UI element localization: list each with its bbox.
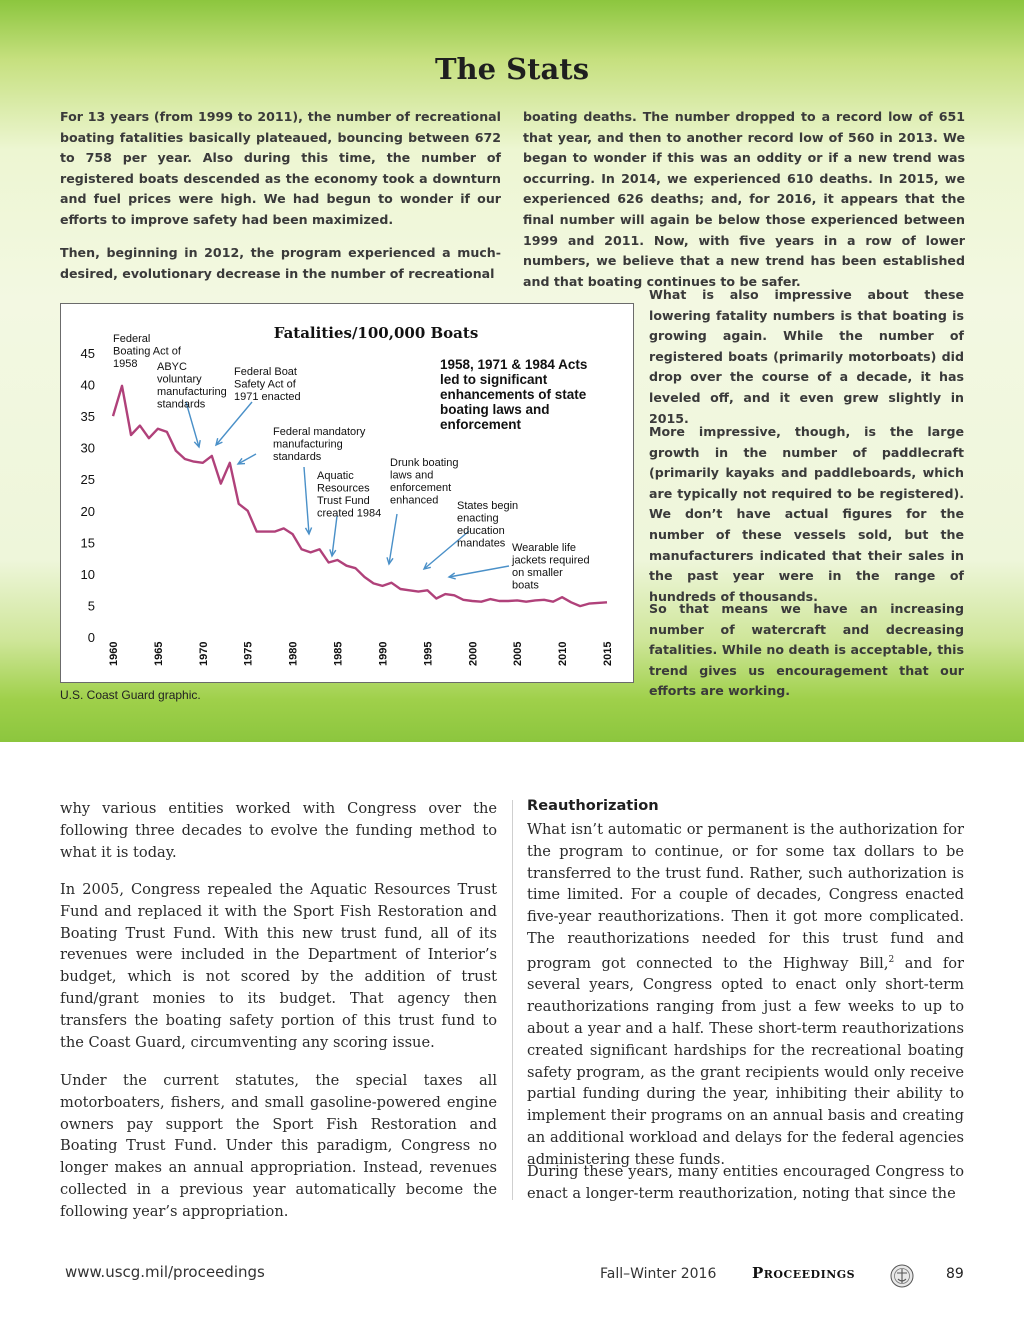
chart-annotation: ABYC voluntary manufacturing standards (157, 361, 227, 411)
y-tick-label: 45 (80, 346, 95, 361)
x-tick-label: 2010 (557, 641, 570, 666)
coast-guard-seal-icon (890, 1264, 914, 1288)
intro-paragraph-5: More impressive, though, is the large growth in the number of paddlecraft (primarily kayaks and paddleboards, which are typically not required to be registered). We don’t have actual figures for the number of these vessels sold, but the manufacturers indicated that their sales in the past year were in the range of hundreds of thousands. (649, 424, 964, 604)
body-paragraph-4-text-b: and for several years, Congress opted to enact only short-term reauthorizations ranging from just a few weeks to up to about a year and a half. These short-term reauthorizations created significant hardships for the recreational boating safety program, as the grant recipients would only receive partial funding during the year, inhibiting their ability to implement their programs on an annual basis and creating an additional workload and delays for the federal agencies administering these funds. (527, 954, 964, 1168)
chart-annotation: Federal Boating Act of 1958 (113, 333, 181, 370)
footer-issue: Fall–Winter 2016 (600, 1266, 717, 1282)
column-divider (512, 800, 513, 1200)
footer-publication: Proceedings (752, 1264, 856, 1282)
annotation-arrow (304, 467, 309, 534)
body-paragraph-4 (527, 819, 964, 1171)
body-paragraph-5: During these years, many entities encouraged Congress to enact a longer-term reauthorization, noting that since the (527, 1163, 964, 1202)
chart-annotation: States begin enacting education mandates (457, 500, 519, 550)
annotation-arrow (449, 566, 509, 577)
x-tick-label: 1975 (242, 641, 255, 666)
y-tick-label: 10 (80, 566, 95, 582)
annotation-arrow (332, 516, 337, 556)
y-tick-label: 25 (80, 472, 95, 488)
x-tick-label: 1980 (287, 641, 300, 666)
x-tick-label: 2005 (512, 641, 525, 666)
chart-caption: U.S. Coast Guard graphic. (60, 688, 201, 702)
footnote-ref: 2 (888, 954, 895, 965)
chart-annotation: Drunk boating laws and enforcement enhanced (390, 457, 459, 507)
x-tick-label: 2000 (467, 641, 480, 666)
chart-title: Fatalities/100,000 Boats (273, 324, 479, 342)
x-tick-label: 2015 (602, 641, 614, 666)
body-paragraph-2: In 2005, Congress repealed the Aquatic Resources Trust Fund and replaced it with the Sport Fish Restoration and Boating Trust Fund. With this new trust fund, all of its revenues were included in the Department of Interior’s budget, which is not scored by the addition of trust fund/grant monies to its budget. That agency then transfers the boating safety portion of this trust fund to the Coast Guard, circumventing any scoring issue. (60, 881, 497, 1051)
y-tick-label: 20 (80, 503, 95, 519)
section-heading: Reauthorization (527, 797, 659, 814)
intro-paragraph-4: What is also impressive about these lowering fatality numbers is that boating is growing again. While the number of registered boats (primarily motorboats) did drop over the course of a decade, it has leveled off, and it even grew slightly in 2015. (649, 287, 964, 426)
fatalities-chart (60, 303, 634, 683)
x-tick-label: 1970 (197, 641, 210, 666)
x-tick-label: 1990 (377, 641, 390, 666)
chart-annotation: Wearable life jackets required on smaller boats (512, 542, 590, 592)
footer-url: www.uscg.mil/proceedings (65, 1263, 265, 1281)
fatalities-chart-svg (61, 304, 633, 682)
annotation-arrow (216, 402, 252, 445)
chart-annotation: Federal mandatory manufacturing standards (273, 426, 366, 463)
intro-paragraph-1: For 13 years (from 1999 to 2011), the number of recreational boating fatalities basically plateaued, bouncing between 672 to 758 per year. Also during this time, the number of registered boats descended as the economy took a downturn and fuel prices were high. We had begun to wonder if our efforts to improve safety had been maximized. (60, 109, 501, 227)
intro-paragraph-2: Then, beginning in 2012, the program experienced a much-desired, evolutionary decrease in the number of recreational (60, 245, 501, 281)
page-title: The Stats (434, 52, 590, 86)
y-tick-label: 0 (87, 630, 95, 645)
intro-paragraph-3: boating deaths. The number dropped to a record low of 651 that year, and then to another record low of 560 in 2013. We began to wonder if this was an oddity or if a new trend was occurring. In 2014, we experienced 610 deaths. In 2015, we experienced 626 deaths; and, for 2016, it appears that the final number will again be below those experienced between 1999 and 2011. Now, with five years in a row of lower numbers, we believe that a new trend has been established and that boating continues to be safer. (523, 109, 965, 289)
x-tick-label: 1960 (108, 641, 120, 666)
annotation-arrow (389, 514, 397, 564)
chart-annotation: Federal Boat Safety Act of 1971 enacted (234, 366, 301, 403)
body-paragraph-3: Under the current statutes, the special taxes all motorboaters, fishers, and small gasoline-powered engine owners pay support the Sport Fish Restoration and Boating Trust Fund. Under this paradigm, Congress no longer makes an annual appropriation. Instead, revenues collected in a previous year automatically become the following year’s appropriation. (60, 1072, 497, 1220)
body-paragraph-4-text-a: What isn’t automatic or permanent is the authorization for the program to continue, or for some tax dollars to be transferred to the trust fund. Rather, such authorization is time limited. For a couple of decades, Congress enacted five-year reauthorizations. Then it got more complicated. The reauthorizations needed for this trust fund and program got connected to the Highway Bill, (527, 821, 964, 972)
x-tick-label: 1985 (332, 641, 345, 666)
body-paragraph-1: why various entities worked with Congress over the following three decades to evolve the funding method to what it is today. (60, 800, 497, 861)
intro-paragraph-6: So that means we have an increasing number of watercraft and decreasing fatalities. While no death is acceptable, this trend gives us encouragement that our efforts are working. (649, 601, 964, 699)
chart-annotation: 1958, 1971 & 1984 Acts led to significant enhancements of state boating laws and enforcement (440, 357, 588, 432)
y-tick-label: 40 (80, 377, 95, 393)
footer-page-number: 89 (946, 1266, 964, 1282)
chart-annotation: Aquatic Resources Trust Fund created 1984 (317, 470, 382, 520)
y-tick-label: 15 (80, 535, 95, 551)
x-tick-label: 1965 (152, 641, 165, 666)
y-tick-label: 30 (80, 440, 95, 456)
y-tick-label: 5 (87, 598, 95, 614)
x-tick-label: 1995 (422, 641, 435, 666)
y-tick-label: 35 (80, 409, 95, 425)
